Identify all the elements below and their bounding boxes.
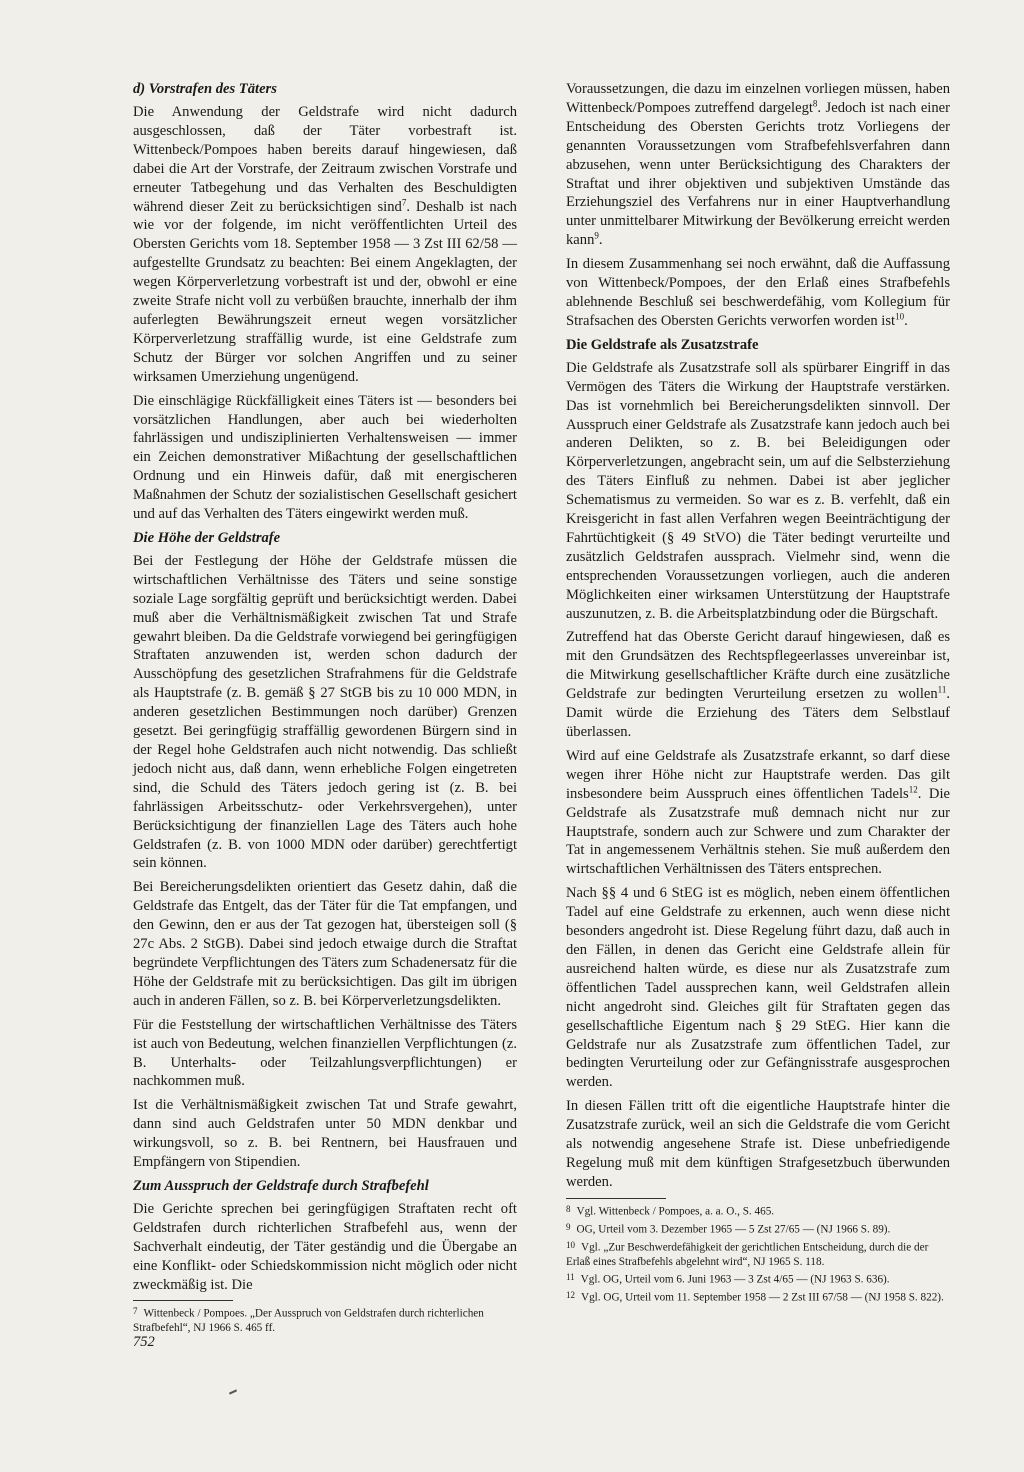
paragraph: Bei Bereicherungsdelikten orientiert das Gesetz dahin, daß die Geldstrafe das Entgelt, das der Täter für die Tat empfangen, und den Gewinn, den er aus der Tat gezogen hat, übersteigen soll (§ 27c Abs. 2 StGB). Dabei sind jedoch etwaige durch die Straftat begründete Verpflichtungen des Täters zum Schadenersatz für die Höhe der Geldstrafe mit zu berücksichtigen. Das gilt im übrigen auch in anderen Fällen, so z. B. bei Körperverletzungsdelikten. xyxy=(133,879,517,1009)
footnote-mark: 12 xyxy=(566,1290,575,1301)
footnote xyxy=(566,1271,950,1287)
footnote-ref: 11 xyxy=(937,684,947,695)
footnote-ref: 7 xyxy=(401,197,407,208)
paragraph: Ist die Verhältnismäßigkeit zwischen Tat und Strafe gewahrt, dann sind auch Geldstrafen unter 50 MDN denkbar und wirkungsvoll, so z. B. bei Rentnern, bei Hausfrauen und Empfängern von Stipendien. xyxy=(133,1097,517,1171)
paragraph-text: Zutreffend hat das Oberste Gericht darauf hingewiesen, daß es mit den Grundsätzen des Rechtspflegeerlasses unvereinbar ist, die Mitwirkung gesellschaftlicher Kräfte durch eine zusätzliche Geldstrafe zur bedingten Verurteilung ersetzen zu wollen xyxy=(566,629,950,703)
paragraph xyxy=(566,80,950,250)
footnote-mark: 11 xyxy=(566,1272,575,1283)
paragraph-text: . xyxy=(904,312,908,329)
footnote-text: OG, Urteil vom 3. Dezember 1965 — 5 Zst 27/65 — (NJ 1966 S. 89). xyxy=(576,1223,891,1236)
footnote-text: Wittenbeck / Pompoes. „Der Ausspruch von Geldstrafen durch richterlichen Strafbefehl“, NJ 1966 S. 465 ff. xyxy=(133,1308,484,1334)
paragraph: Die einschlägige Rückfälligkeit eines Täters ist — besonders bei vorsätzlichen Handlungen, aber auch bei wiederholten fahrlässigen und undisziplinierten Verhaltensweisen — immer ein Zeichen demonstrativer Mißachtung der gesellschaftlichen Ordnung und ein Hinweis dafür, daß mit energischeren Maßnahmen der Schutz der sozialistischen Gesellschaft gesichert und auf das Verhalten des Täters eingewirkt werden muß. xyxy=(133,392,517,523)
section-heading-vorstrafen: d) Vorstrafen des Täters xyxy=(133,81,277,97)
right-column xyxy=(566,80,950,1308)
paragraph xyxy=(566,747,950,879)
footnote-text: Vgl. „Zur Beschwerdefähigkeit der gerichtlichen Entscheidung, durch die der Erlaß eines Strafbefehls abgelehnt wird“, NJ 1965 S. 118. xyxy=(566,1242,929,1268)
paragraph xyxy=(133,103,517,387)
paragraph: Bei der Festlegung der Höhe der Geldstrafe müssen die wirtschaftlichen Verhältnisse des Täters und seine sonstige soziale Lage sorgfältig geprüft und berücksichtigt werden. Dabei muß aber die Verhältnismäßigkeit zwischen Tat und Strafe gewahrt bleiben. Da die Geldstrafe vorwiegend bei geringfügigen Straftaten anzuwenden ist, werden schon dadurch der Ausschöpfung des gesetzlichen Strafrahmens für die Geldstrafe als Hauptstrafe (z. B. gemäß § 27 StGB bis zu 10 000 MDN, in anderen gesetzlichen Bestimmungen noch darüber) Grenzen gesetzt. Bei geringfügig straffällig gewordenen Bürgern sind in der Regel hohe Geldstrafen auch nicht notwendig. Das schließt jedoch nicht aus, daß dann, wenn erhebliche Folgen eingetreten sind, die Schuld des Täters jedoch gering ist (z. B. bei fahrlässigen Arbeitsschutz- oder Verkehrsvergehen), unter Berücksichtigung der finanziellen Lage des Täters auch hohe Geldstrafen (z. B. von 1000 MDN oder darüber) gerechtfertigt sein können. xyxy=(133,552,517,872)
footnote xyxy=(133,1305,517,1335)
paragraph: In diesen Fällen tritt oft die eigentliche Hauptstrafe hinter die Zusatzstrafe zurück, weil an sich die Geldstrafe die vom Gericht als notwendig angesehene Strafe ist. Diese unbefriedigende Regelung muß mit dem künftigen Strafgesetzbuch überwunden werden. xyxy=(566,1098,950,1190)
paragraph-text: Wird auf eine Geldstrafe als Zusatzstrafe erkannt, so darf diese wegen ihrer Höhe nicht zur Hauptstrafe werden. Das gilt insbesondere beim Ausspruch eines öffentlichen Tadels xyxy=(566,747,950,802)
section-heading-zusatzstrafe: Die Geldstrafe als Zusatzstrafe xyxy=(566,336,759,353)
footnote-mark: 7 xyxy=(133,1306,138,1317)
footnote-mark: 9 xyxy=(566,1222,571,1233)
paragraph xyxy=(566,628,950,741)
footnote-text: Vgl. OG, Urteil vom 11. September 1958 — 2 Zst III 67/58 — (NJ 1958 S. 822). xyxy=(581,1292,944,1305)
footnote-text: Vgl. Wittenbeck / Pompoes, a. a. O., S. 465. xyxy=(576,1205,775,1218)
paragraph xyxy=(566,255,950,331)
footnote-rule xyxy=(133,1300,233,1301)
footnote xyxy=(566,1221,950,1237)
paragraph-text: . Deshalb ist nach wie vor der folgende, im nicht veröffentlichten Urteil des Obersten Gerichts vom 18. September 1958 — 3 Zst III 62/58 — aufgestellte Grundsatz zu beachten: Bei einem Angeklagten, der wegen Körperverletzung vorbestraft ist und der, obwohl er eine zweite Strafe nicht voll zu verbüßen brauchte, innerhalb der ihm auferlegten Bewährungszeit erneut wegen vorsätzlicher Körperverletzung straffällig wurde, ist eine Geldstrafe zum Schutz der Bürger vor solchen Angriffen und zu seiner wirksamen Umerziehung ungenügend. xyxy=(133,198,517,385)
footnote-ref: 10 xyxy=(895,311,905,322)
scan-speck xyxy=(229,1389,237,1394)
paragraph-text: In diesem Zusammenhang sei noch erwähnt, daß die Auffassung von Wittenbeck/Pompoes, der den Erlaß eines Strafbefehls ablehnende Beschluß sei beschwerdefähig, vom Kollegium für Strafsachen des Obersten Gerichts verworfen worden ist xyxy=(566,256,950,329)
paragraph-text: Die Anwendung der Geldstrafe wird nicht dadurch ausgeschlossen, daß der Täter vorbestraft ist. Wittenbeck/Pompoes haben bereits darauf hingewiesen, daß dabei die Art der Vorstrafe, der Zeitraum zwischen Vorstrafe und erneuter Tatbegehung und das Verhalten des Beschuldigten während dieser Zeit zu berücksichtigen sind xyxy=(133,104,517,215)
paragraph-text: . Damit würde die Erziehung des Täters dem Selbstlauf überlassen. xyxy=(566,686,950,740)
left-column xyxy=(133,80,517,1337)
paragraph: Nach §§ 4 und 6 StEG ist es möglich, neben einem öffentlichen Tadel auf eine Geldstrafe zu erkennen, auch wenn diese nicht besonders angedroht ist. Diese Regelung führt dazu, daß auch in den Fällen, in denen das Gericht eine Geldstrafe allein für ausreichend halten würde, es diese nur als Zusatzstrafe zum öffentlichen Tadel aussprechen kann, weil Geldstrafen allein nicht angedroht sind. Gleiches gilt für Straftaten gegen das gesellschaftliche Eigentum nach § 29 StEG. Hier kann die Geldstrafe nur als Zusatzstrafe zum öffentlichen Tadel, zur bedingten Verurteilung oder zur Gefängnisstrafe ausgesprochen werden. xyxy=(566,885,950,1091)
footnote-ref: 8 xyxy=(812,98,818,109)
footnote xyxy=(566,1289,950,1305)
section-heading-strafbefehl: Zum Ausspruch der Geldstrafe durch Strafbefehl xyxy=(133,1177,429,1194)
paragraph: Für die Feststellung der wirtschaftlichen Verhältnisse des Täters ist auch von Bedeutung, welchen finanziellen Verpflichtungen (z. B. Unterhalts- oder Teilzahlungsverpflichtungen) er nachkommen muß. xyxy=(133,1016,517,1090)
paragraph: Die Gerichte sprechen bei geringfügigen Straftaten recht oft Geldstrafen durch richterlichen Strafbefehl aus, wenn der Sachverhalt eindeutig, der Täter geständig und die Übergabe an eine Konflikt- oder Schiedskommission nicht möglich oder nicht zweckmäßig ist. Die xyxy=(133,1200,517,1293)
footnote-ref: 9 xyxy=(594,230,599,241)
paragraph-text: . Jedoch ist nach einer Entscheidung des Obersten Gerichts trotz Vorliegens der genannten Voraussetzungen vom Strafbefehlsverfahren dann abzusehen, wenn unter Berücksichtigung des Charakters der Straftat und ihrer objektiven und subjektiven Umstände das Erziehungsziel des Verfahrens nur in einer Hauptverhandlung unter unmittelbarer Mitwirkung der Bevölkerung erreicht werden kann xyxy=(566,99,950,249)
footnote-mark: 10 xyxy=(566,1240,575,1251)
footnote-mark: 8 xyxy=(566,1203,571,1214)
footnote xyxy=(566,1239,950,1269)
paragraph-text: . xyxy=(598,232,603,249)
page-number: 752 xyxy=(133,1334,155,1350)
paragraph-text: Voraussetzungen, die dazu im einzelnen vorliegen müssen, haben Wittenbeck/Pompoes zutreffend dargelegt xyxy=(566,81,950,116)
footnote-rule xyxy=(566,1198,666,1199)
footnote-ref: 12 xyxy=(908,784,918,795)
section-heading-hoehe: Die Höhe der Geldstrafe xyxy=(133,529,281,546)
footnote-text: Vgl. OG, Urteil vom 6. Juni 1963 — 3 Zst 4/65 — (NJ 1963 S. 636). xyxy=(580,1273,890,1286)
paragraph-text: . Die Geldstrafe als Zusatzstrafe muß demnach nicht nur zur Hauptstrafe, sondern auch zur Schwere und zum Charakter der Tat in angemessenem Verhältnis stehen. Sie muß außerdem den wirtschaftlichen Verhältnissen des Täters entsprechen. xyxy=(566,785,950,878)
paragraph: Die Geldstrafe als Zusatzstrafe soll als spürbarer Eingriff in das Vermögen des Täters die Wirkung der Hauptstrafe verstärken. Das ist vornehmlich bei Bereicherungsdelikten sinnvoll. Der Ausspruch einer Geldstrafe als Zusatzstrafe kann jedoch auch bei anderen Delikten, so z. B. bei Beleidigungen oder Körperverletzungen, angebracht sein, um auf die Selbsterziehung des Täters Einfluß zu nehmen. Dabei ist aber jeglicher Schematismus zu vermeiden. So war es z. B. verfehlt, daß ein Kreisgericht in fast allen Verfahren wegen Beeinträchtigung der Fahrtüchtigkeit (§ 49 StVO) die Täter bedingt verurteilte und zusätzlich Geldstrafen aussprach. Vielmehr sind, wenn die entsprechenden Voraussetzungen vorliegen, auch die anderen Möglichkeiten einer wirksamen Unterstützung der Hauptstrafe auszunutzen, z. B. die Arbeitsplatzbindung oder die Bürgschaft. xyxy=(566,359,950,622)
footnote xyxy=(566,1203,950,1219)
